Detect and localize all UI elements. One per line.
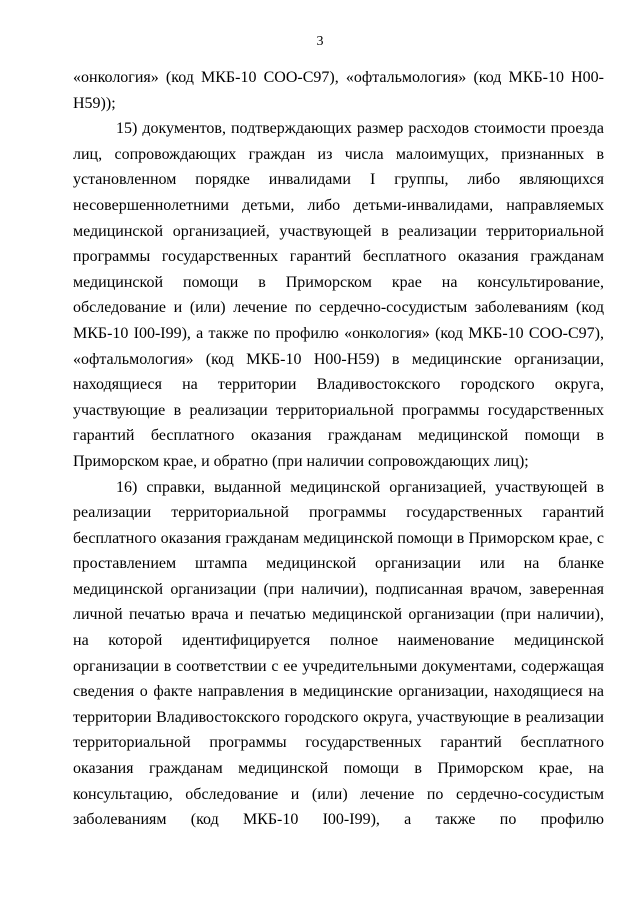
page-number: 3: [316, 34, 324, 49]
document-body: [73, 65, 604, 833]
paragraph-continuation: «онкология» (код МКБ-10 СОО-С97), «офтальмология» (код МКБ-10 Н00-Н59));: [73, 69, 604, 112]
paragraph-item-16: 16) справки, выданной медицинской организацией, участвующей в реализации территориальной программы государственных гарантий бесплатного оказания гражданам медицинской помощи в Приморском крае, с проставлением штампа медицинской организации или на бланке медицинской организации (при наличии), подписанная врачом, заверенная личной печатью врача и печатью медицинской организации (при наличии), на которой идентифицируется полное наименование медицинской организации в соответствии с ее учредительными документами, содержащая сведения о факте направления в медицинские организации, находящиеся на территории Владивостокского городского округа, участвующие в реализации территориальной программы государственных гарантий бесплатного оказания гражданам медицинской помощи в Приморском крае, на консультацию, обследование и (или) лечение по сердечно-сосудистым заболеваниям (код МКБ-10 I00-I99), а также по профилю: [73, 478, 604, 829]
paragraph-item-15: 15) документов, подтверждающих размер расходов стоимости проезда лиц, сопровождающих граждан из числа малоимущих, признанных в установленном порядке инвалидами I группы, либо являющихся несовершеннолетними детьми, либо детьми-инвалидами, направляемых медицинской организацией, участвующей в реализации территориальной программы государственных гарантий бесплатного оказания гражданам медицинской помощи в Приморском крае на консультирование, обследование и (или) лечение по сердечно-сосудистым заболеваниям (код МКБ-10 I00-I99), а также по профилю «онкология» (код МКБ-10 СОО-С97), «офтальмология» (код МКБ-10 Н00-Н59) в медицинские организации, находящиеся на территории Владивостокского городского округа, участвующие в реализации территориальной программы государственных гарантий бесплатного оказания гражданам медицинской помощи в Приморском крае, и обратно (при наличии сопровождающих лиц);: [73, 120, 604, 470]
